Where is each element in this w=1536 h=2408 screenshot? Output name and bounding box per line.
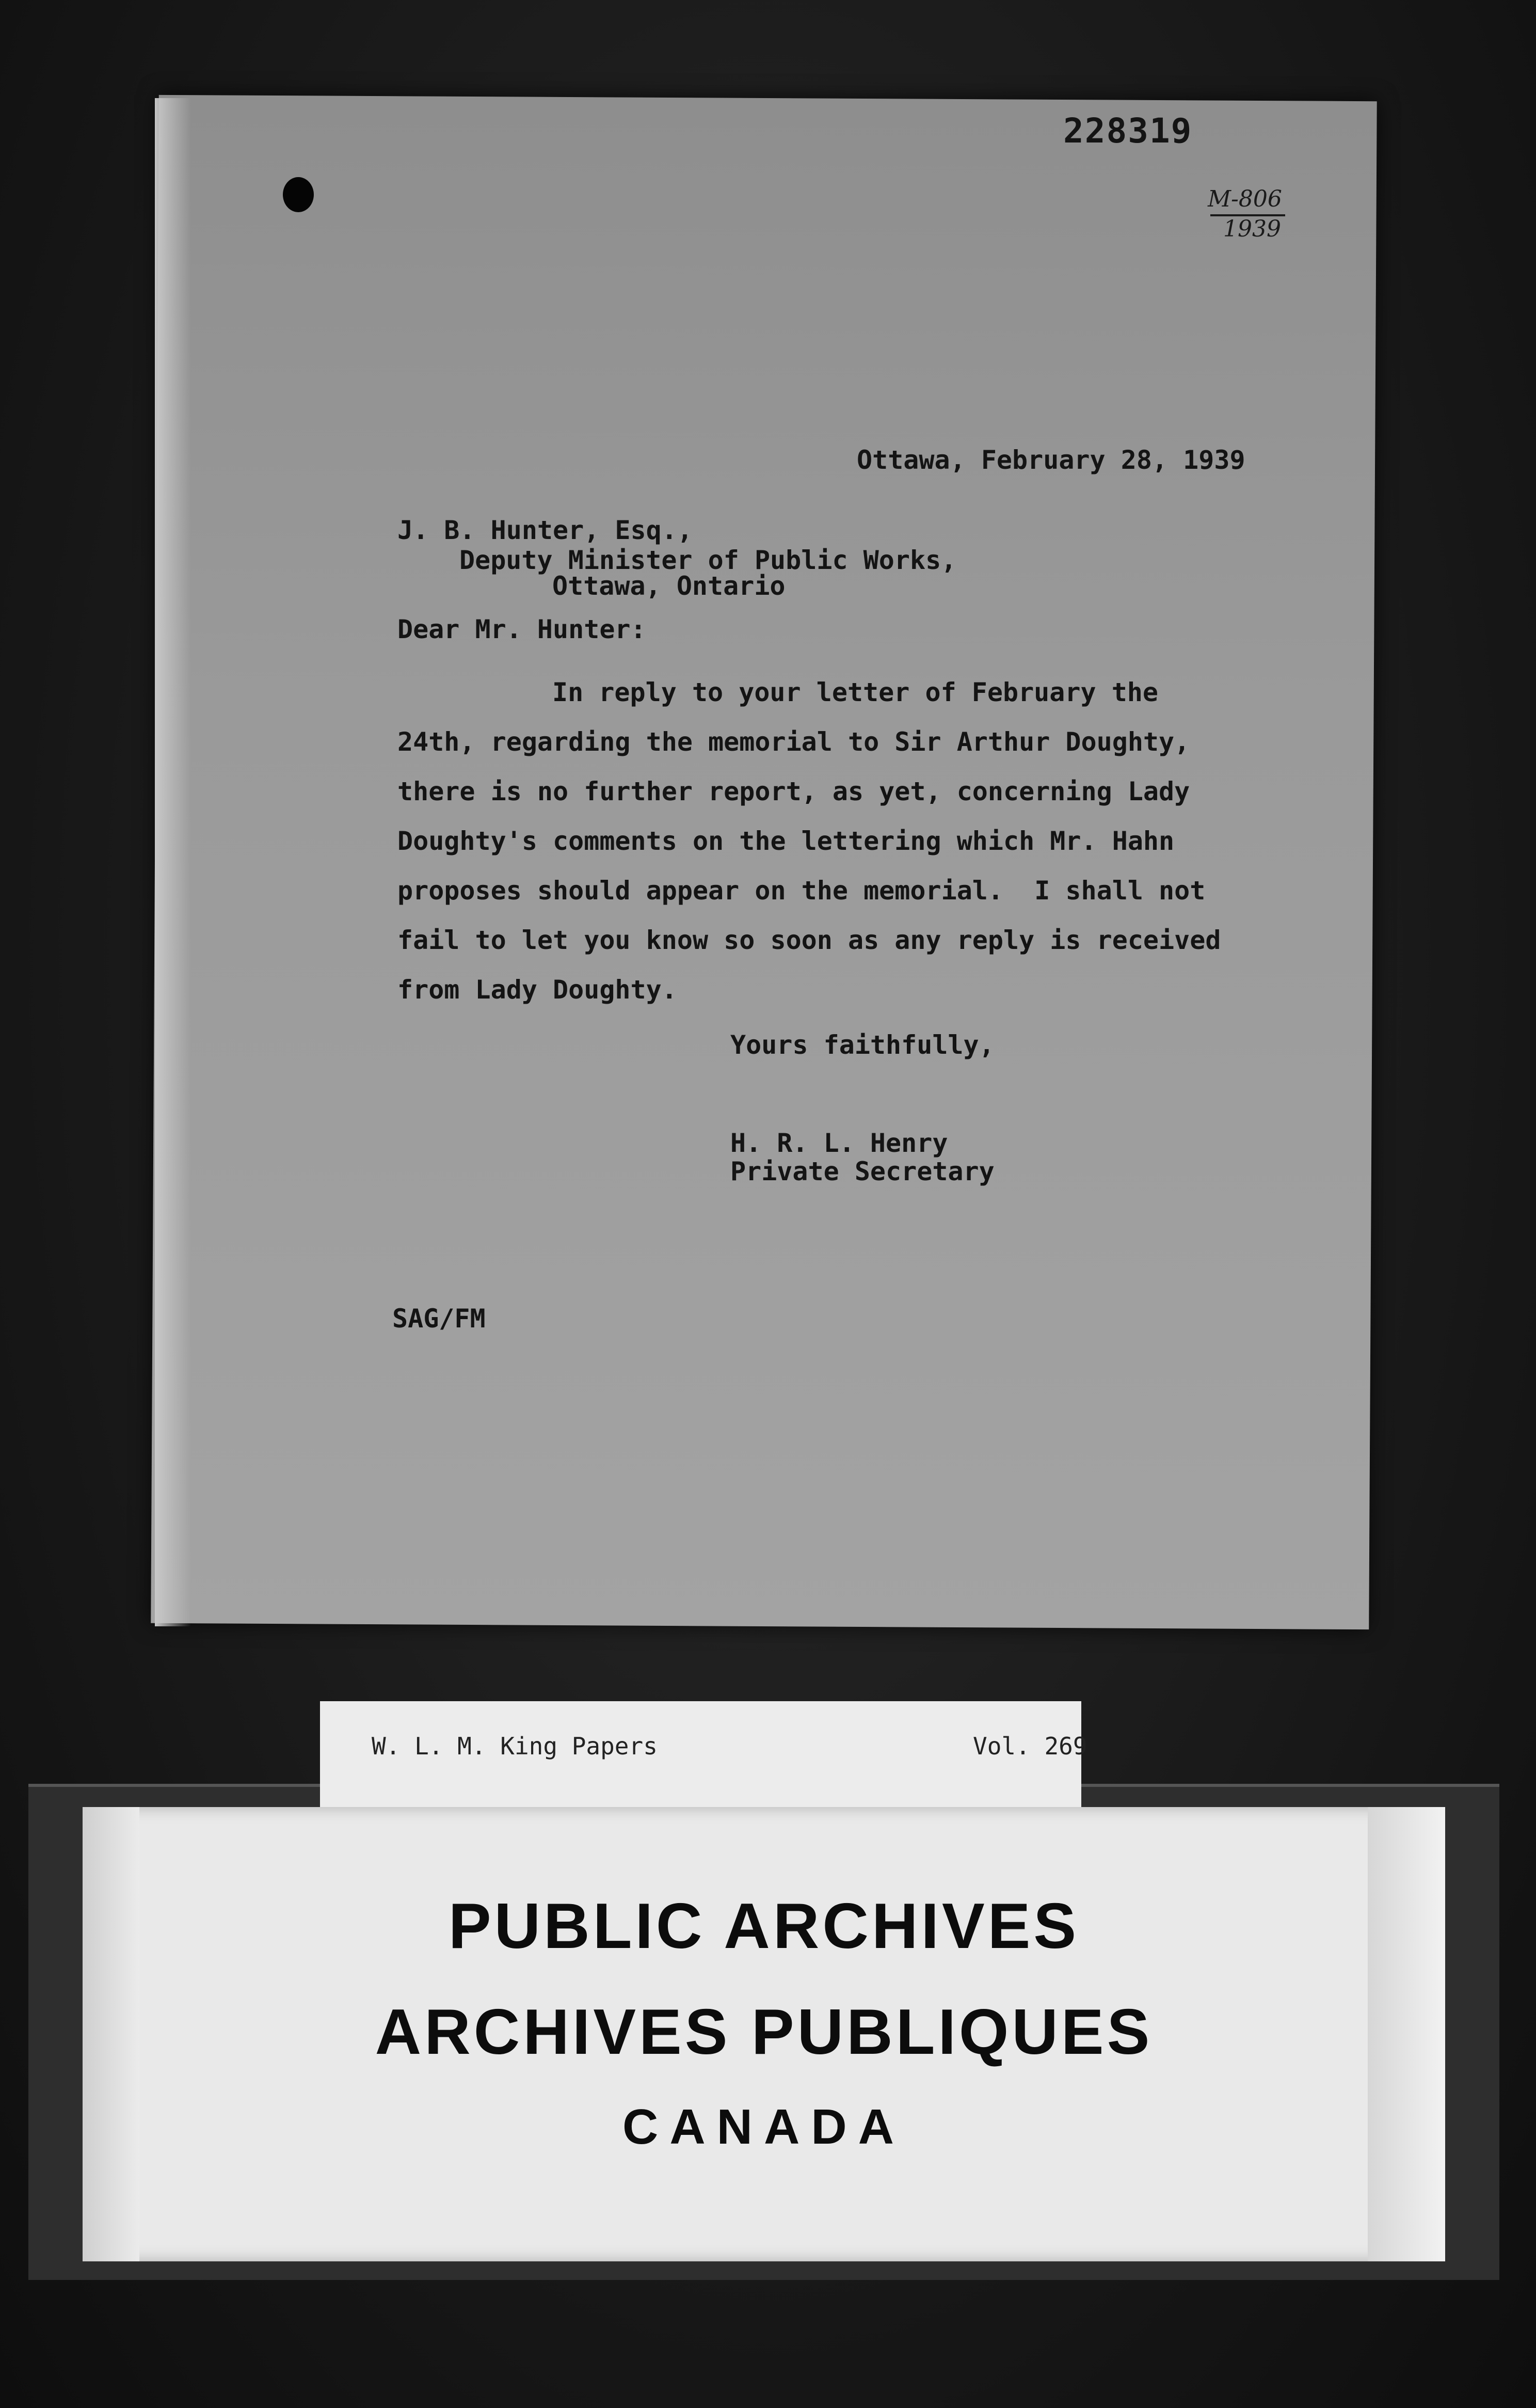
- handwritten-year: 1939: [1223, 216, 1281, 242]
- archive-country: CANADA: [622, 2099, 905, 2154]
- salutation: Dear Mr. Hunter:: [397, 614, 646, 644]
- address-line: Ottawa, Ontario: [552, 571, 786, 601]
- punch-hole: [283, 177, 314, 212]
- body-line: fail to let you know so soon as any reply is received: [397, 925, 1221, 955]
- closing: Yours faithfully,: [730, 1030, 995, 1060]
- body-line: proposes should appear on the memorial. I shall not: [397, 876, 1206, 906]
- body-line: from Lady Doughty.: [397, 975, 677, 1005]
- body-line: In reply to your letter of February the: [552, 677, 1158, 707]
- signature-name: H. R. L. Henry: [730, 1128, 948, 1158]
- address-line: J. B. Hunter, Esq.,: [397, 515, 693, 545]
- body-line: Doughty's comments on the lettering which Mr. Hahn: [397, 826, 1175, 856]
- paper-edge: [155, 98, 191, 1626]
- volume-number: Vol. 269: [973, 1732, 1087, 1760]
- handwritten-reference: M-806: [1208, 186, 1282, 212]
- letter-sheet: [151, 95, 1377, 1629]
- document-number: 228319: [1063, 111, 1193, 151]
- letter-date: Ottawa, February 28, 1939: [857, 445, 1245, 475]
- address-line: Deputy Minister of Public Works,: [459, 545, 957, 575]
- archive-title-french: ARCHIVES PUBLIQUES: [375, 1997, 1153, 2068]
- signature-title: Private Secretary: [730, 1157, 995, 1186]
- body-line: there is no further report, as yet, concerning Lady: [397, 777, 1190, 806]
- archive-title-english: PUBLIC ARCHIVES: [448, 1891, 1080, 1962]
- collection-name: W. L. M. King Papers: [372, 1732, 658, 1760]
- typist-initials: SAG/FM: [392, 1304, 486, 1334]
- body-line: 24th, regarding the memorial to Sir Arthur Doughty,: [397, 727, 1190, 757]
